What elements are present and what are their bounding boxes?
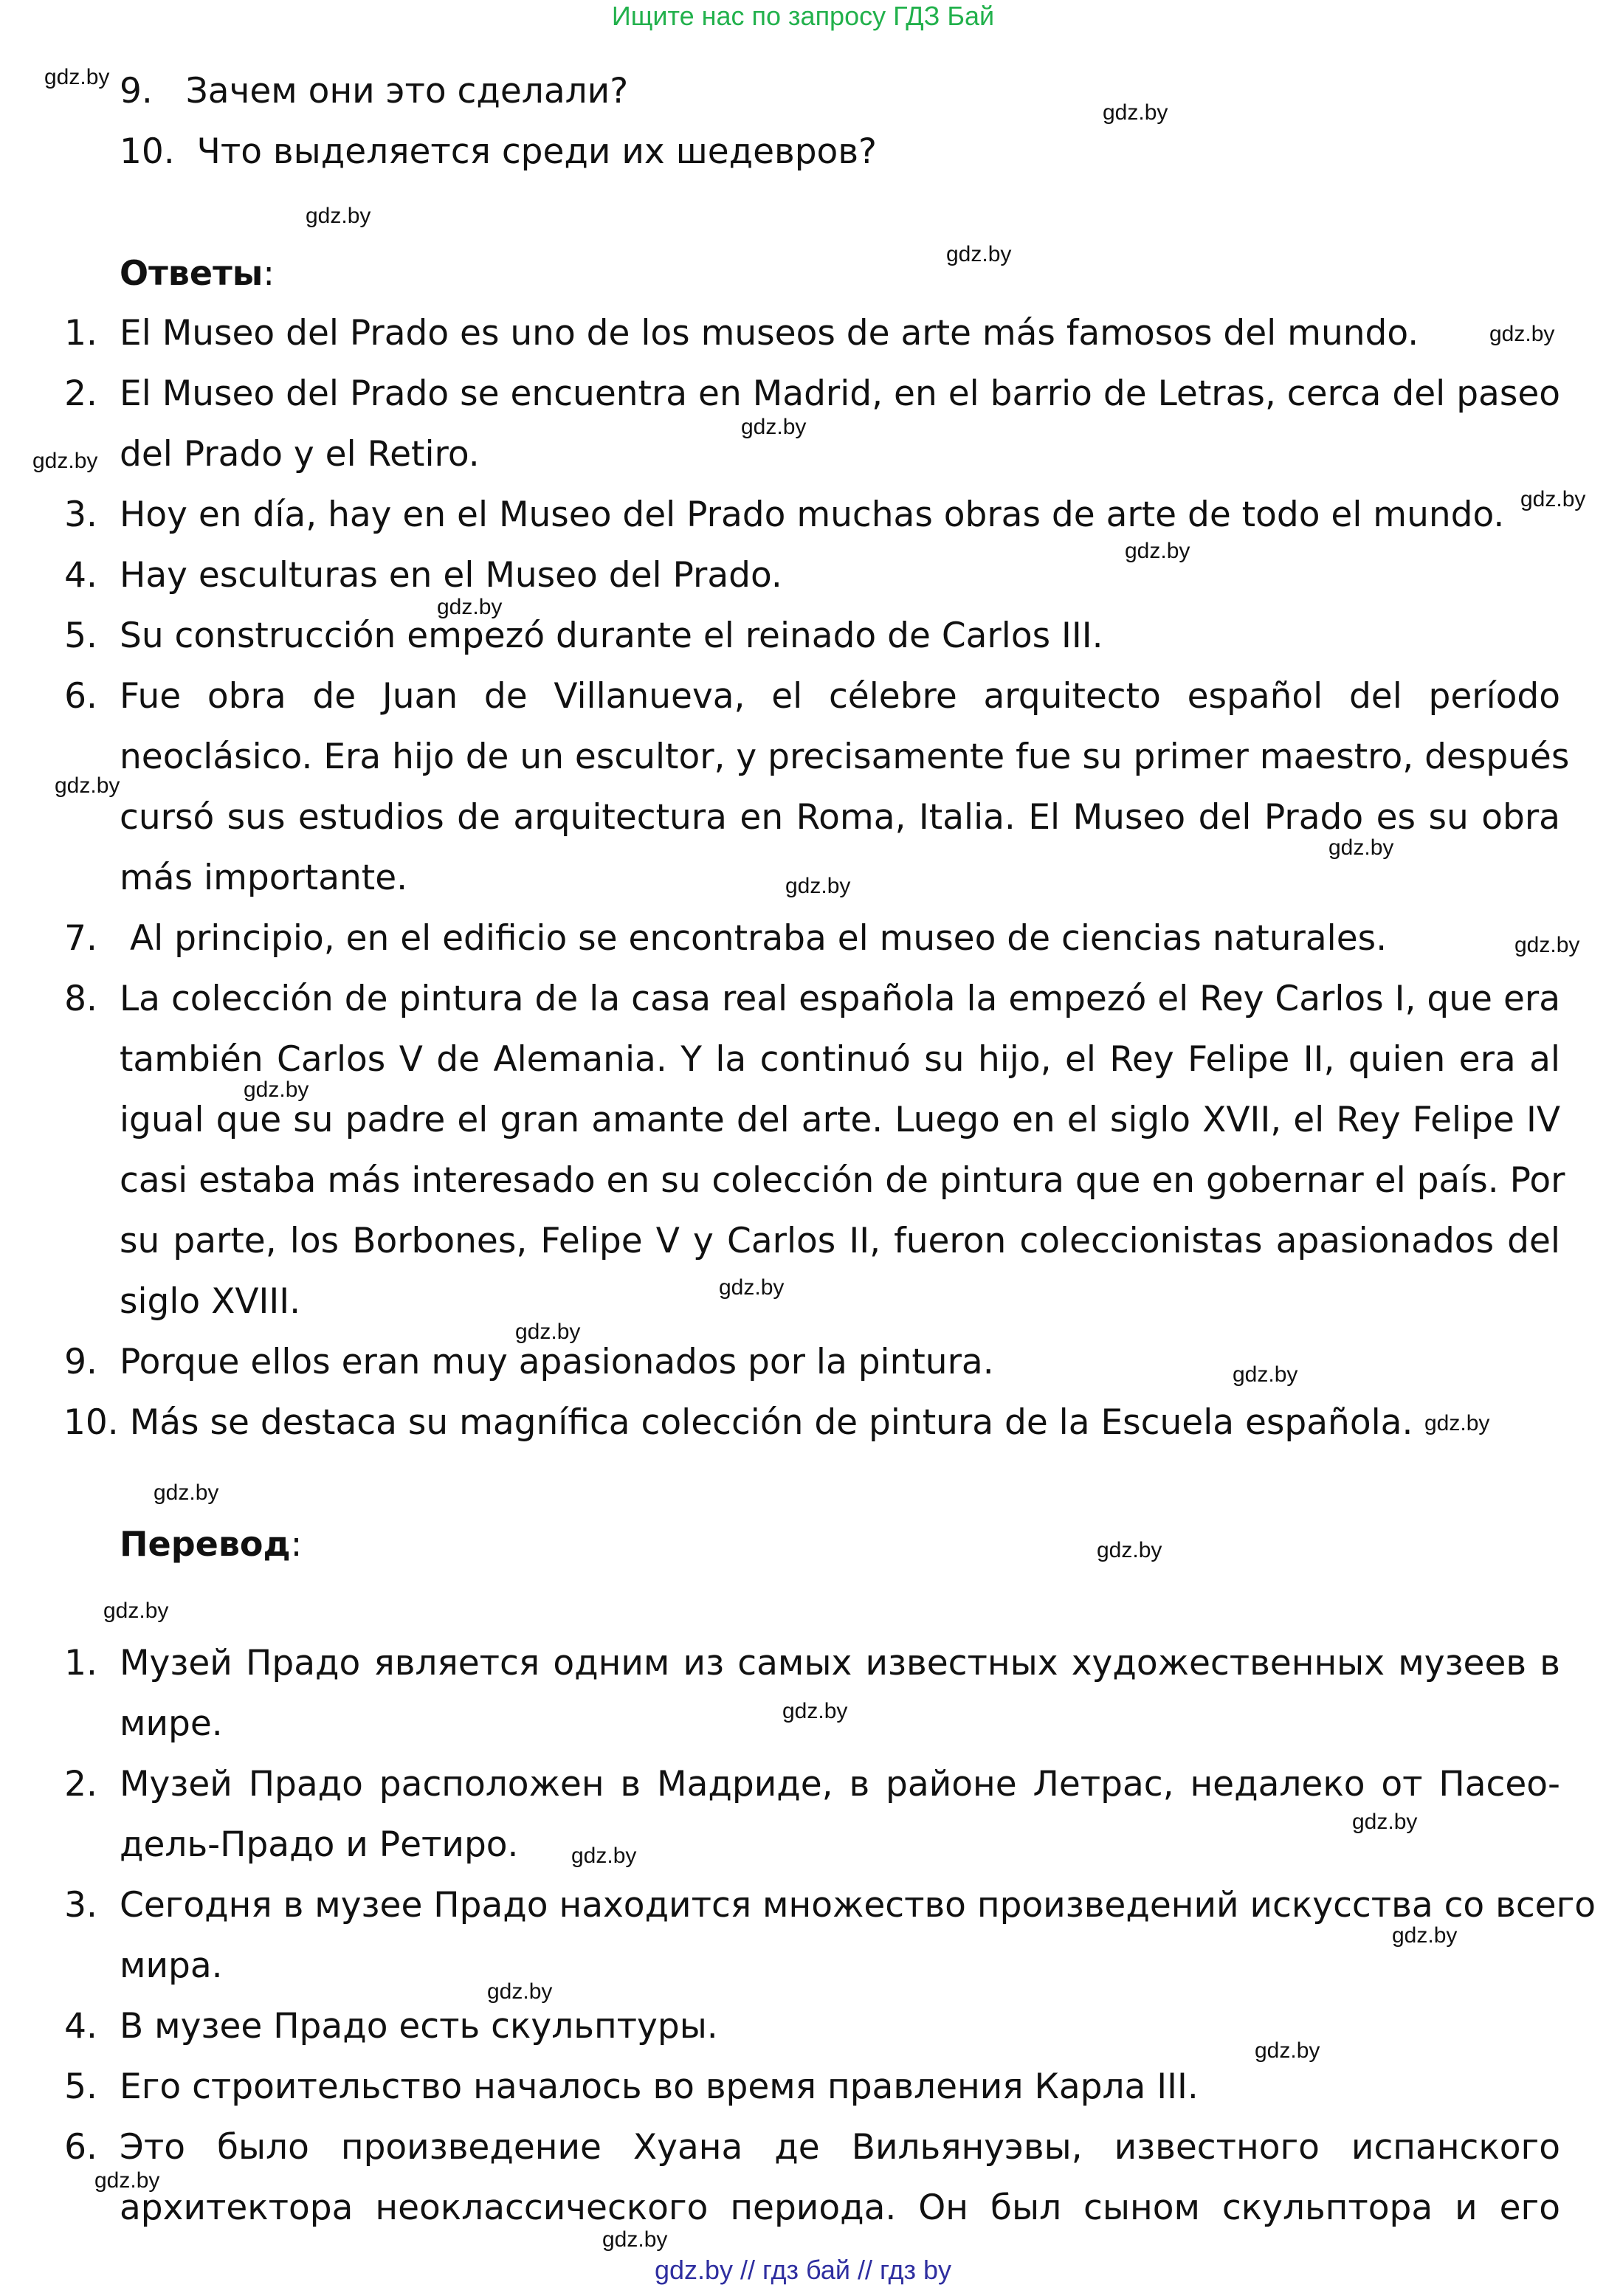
watermark: gdz.by	[1489, 322, 1555, 346]
translation-number: 3.	[64, 1885, 97, 1926]
answer-8-line-6: siglo XVIII.	[120, 1281, 301, 1322]
answer-4-line-1: Hay esculturas en el Museo del Prado.	[120, 555, 782, 596]
answer-1-line-1: El Museo del Prado es uno de los museos de arte más famosos del mundo.	[120, 313, 1419, 354]
translation-5-line-1: Его строительство началось во время правления Карла III.	[120, 2066, 1199, 2107]
answer-8-line-5: su parte, los Borbones, Felipe V y Carlos II, fueron coleccionistas apasionados del	[120, 1221, 1560, 1261]
bottom-banner-link[interactable]: gdz.by // гдз бай // гдз by	[654, 2255, 952, 2285]
watermark: gdz.by	[1520, 487, 1586, 511]
watermark: gdz.by	[1392, 1923, 1458, 1948]
answer-10	[63, 1401, 1413, 1445]
watermark: gdz.by	[515, 1320, 581, 1344]
watermark: gdz.by	[94, 2168, 160, 2193]
answer-number: 3.	[64, 494, 97, 535]
translation-number: 5.	[64, 2066, 97, 2107]
watermark: gdz.by	[719, 1275, 785, 1300]
answer-number: 2.	[64, 373, 97, 414]
watermark: gdz.by	[1352, 1810, 1418, 1834]
watermark: gdz.by	[1233, 1362, 1298, 1387]
question-number: 9.	[120, 71, 153, 111]
question-9	[120, 69, 628, 114]
answer-9-line-1: Porque ellos eran muy apasionados por la pintura.	[120, 1342, 994, 1382]
answer-number: 1.	[64, 313, 97, 354]
answer-8-line-2: también Carlos V de Alemania. Y la continuó su hijo, el Rey Felipe II, quien era al	[120, 1039, 1560, 1080]
watermark: gdz.by	[244, 1078, 309, 1102]
answer-6-line-4: más importante.	[120, 858, 408, 898]
translation-number: 2.	[64, 1764, 97, 1804]
watermark: gdz.by	[946, 242, 1012, 266]
watermark: gdz.by	[785, 874, 851, 898]
watermark: gdz.by	[1097, 1538, 1162, 1562]
translation-heading: Перевод:	[120, 1524, 303, 1564]
watermark: gdz.by	[1514, 933, 1580, 957]
watermark: gdz.by	[306, 204, 371, 228]
translation-number: 1.	[64, 1643, 97, 1683]
answer-6-line-2: neoclásico. Era hijo de un escultor, y precisamente fue su primer maestro, después	[120, 737, 1570, 777]
answer-3-line-1: Hoy en día, hay en el Museo del Prado muchas obras de arte de todo el mundo.	[120, 494, 1505, 535]
translation-1-line-1: Музей Прадо является одним из самых известных художественных музеев в	[120, 1643, 1560, 1683]
watermark: gdz.by	[44, 65, 110, 89]
answer-2-line-2: del Prado y el Retiro.	[120, 434, 480, 475]
answer-8-line-3: igual que su padre el gran amante del arte. Luego en el siglo XVII, el Rey Felipe IV	[120, 1100, 1560, 1140]
answer-8-line-4: casi estaba más interesado en su colección de pintura que en gobernar el país. Por	[120, 1160, 1565, 1201]
question-text: Зачем они это сделали?	[185, 71, 629, 111]
answer-number: 8.	[64, 979, 97, 1019]
translation-number: 6.	[64, 2127, 97, 2168]
answer-6-line-1: Fue obra de Juan de Villanueva, el célebre arquitecto español del período	[120, 676, 1560, 717]
watermark: gdz.by	[1103, 100, 1168, 125]
translation-2-line-1: Музей Прадо расположен в Мадриде, в районе Летрас, недалеко от Пасео-	[120, 1764, 1560, 1804]
watermark: gdz.by	[154, 1480, 219, 1505]
translation-3-line-2: мира.	[120, 1945, 223, 1986]
answer-number: 6.	[64, 676, 97, 717]
translation-3-line-1: Сегодня в музее Прадо находится множество произведений искусства со всего	[120, 1885, 1596, 1926]
translation-6-line-1: Это было произведение Хуана де Вильянуэвы, известного испанского	[120, 2127, 1560, 2168]
answer-6-line-3: cursó sus estudios de arquitectura en Roma, Italia. El Museo del Prado es su obra	[120, 797, 1560, 838]
watermark: gdz.by	[602, 2227, 668, 2252]
question-text: Что выделяется среди их шедевров?	[196, 131, 877, 172]
watermark: gdz.by	[782, 1699, 848, 1723]
answer-2-line-1: El Museo del Prado se encuentra en Madrid, en el barrio de Letras, cerca del paseo	[120, 373, 1560, 414]
answers-heading: Ответы:	[120, 253, 275, 293]
watermark: gdz.by	[103, 1599, 169, 1623]
answer-7-line-1: Al principio, en el edificio se encontraba el museo de ciencias naturales.	[130, 918, 1388, 959]
translation-1-line-2: мире.	[120, 1703, 223, 1744]
answer-number: 10.	[63, 1402, 119, 1443]
answer-number: 4.	[64, 555, 97, 596]
watermark: gdz.by	[55, 773, 120, 798]
answer-number: 5.	[64, 616, 97, 656]
translation-4-line-1: В музее Прадо есть скульптуры.	[120, 2006, 718, 2047]
watermark: gdz.by	[1125, 539, 1190, 563]
answer-number: 7.	[64, 918, 97, 959]
watermark: gdz.by	[437, 595, 503, 619]
answer-number: 9.	[64, 1342, 97, 1382]
translation-2-line-2: дель-Прадо и Ретиро.	[120, 1824, 519, 1865]
question-number: 10.	[120, 131, 175, 172]
answer-10-line-1: Más se destaca su magnífica colección de pintura de la Escuela española.	[129, 1402, 1413, 1443]
top-banner-link[interactable]: Ищите нас по запросу ГДЗ Бай	[611, 1, 995, 31]
translation-number: 4.	[64, 2006, 97, 2047]
watermark: gdz.by	[1328, 835, 1394, 860]
answer-5-line-1: Su construcción empezó durante el reinado de Carlos III.	[120, 616, 1103, 656]
watermark: gdz.by	[1255, 2038, 1320, 2063]
watermark: gdz.by	[487, 1979, 553, 2004]
translation-6-line-2: архитектора неоклассического периода. Он был сыном скульптора и его	[120, 2188, 1560, 2228]
watermark: gdz.by	[32, 449, 98, 473]
watermark: gdz.by	[741, 415, 807, 439]
answer-8-line-1: La colección de pintura de la casa real española la empezó el Rey Carlos I, que era	[120, 979, 1560, 1019]
question-10	[120, 130, 877, 174]
watermark: gdz.by	[1424, 1411, 1490, 1435]
watermark: gdz.by	[571, 1844, 637, 1868]
